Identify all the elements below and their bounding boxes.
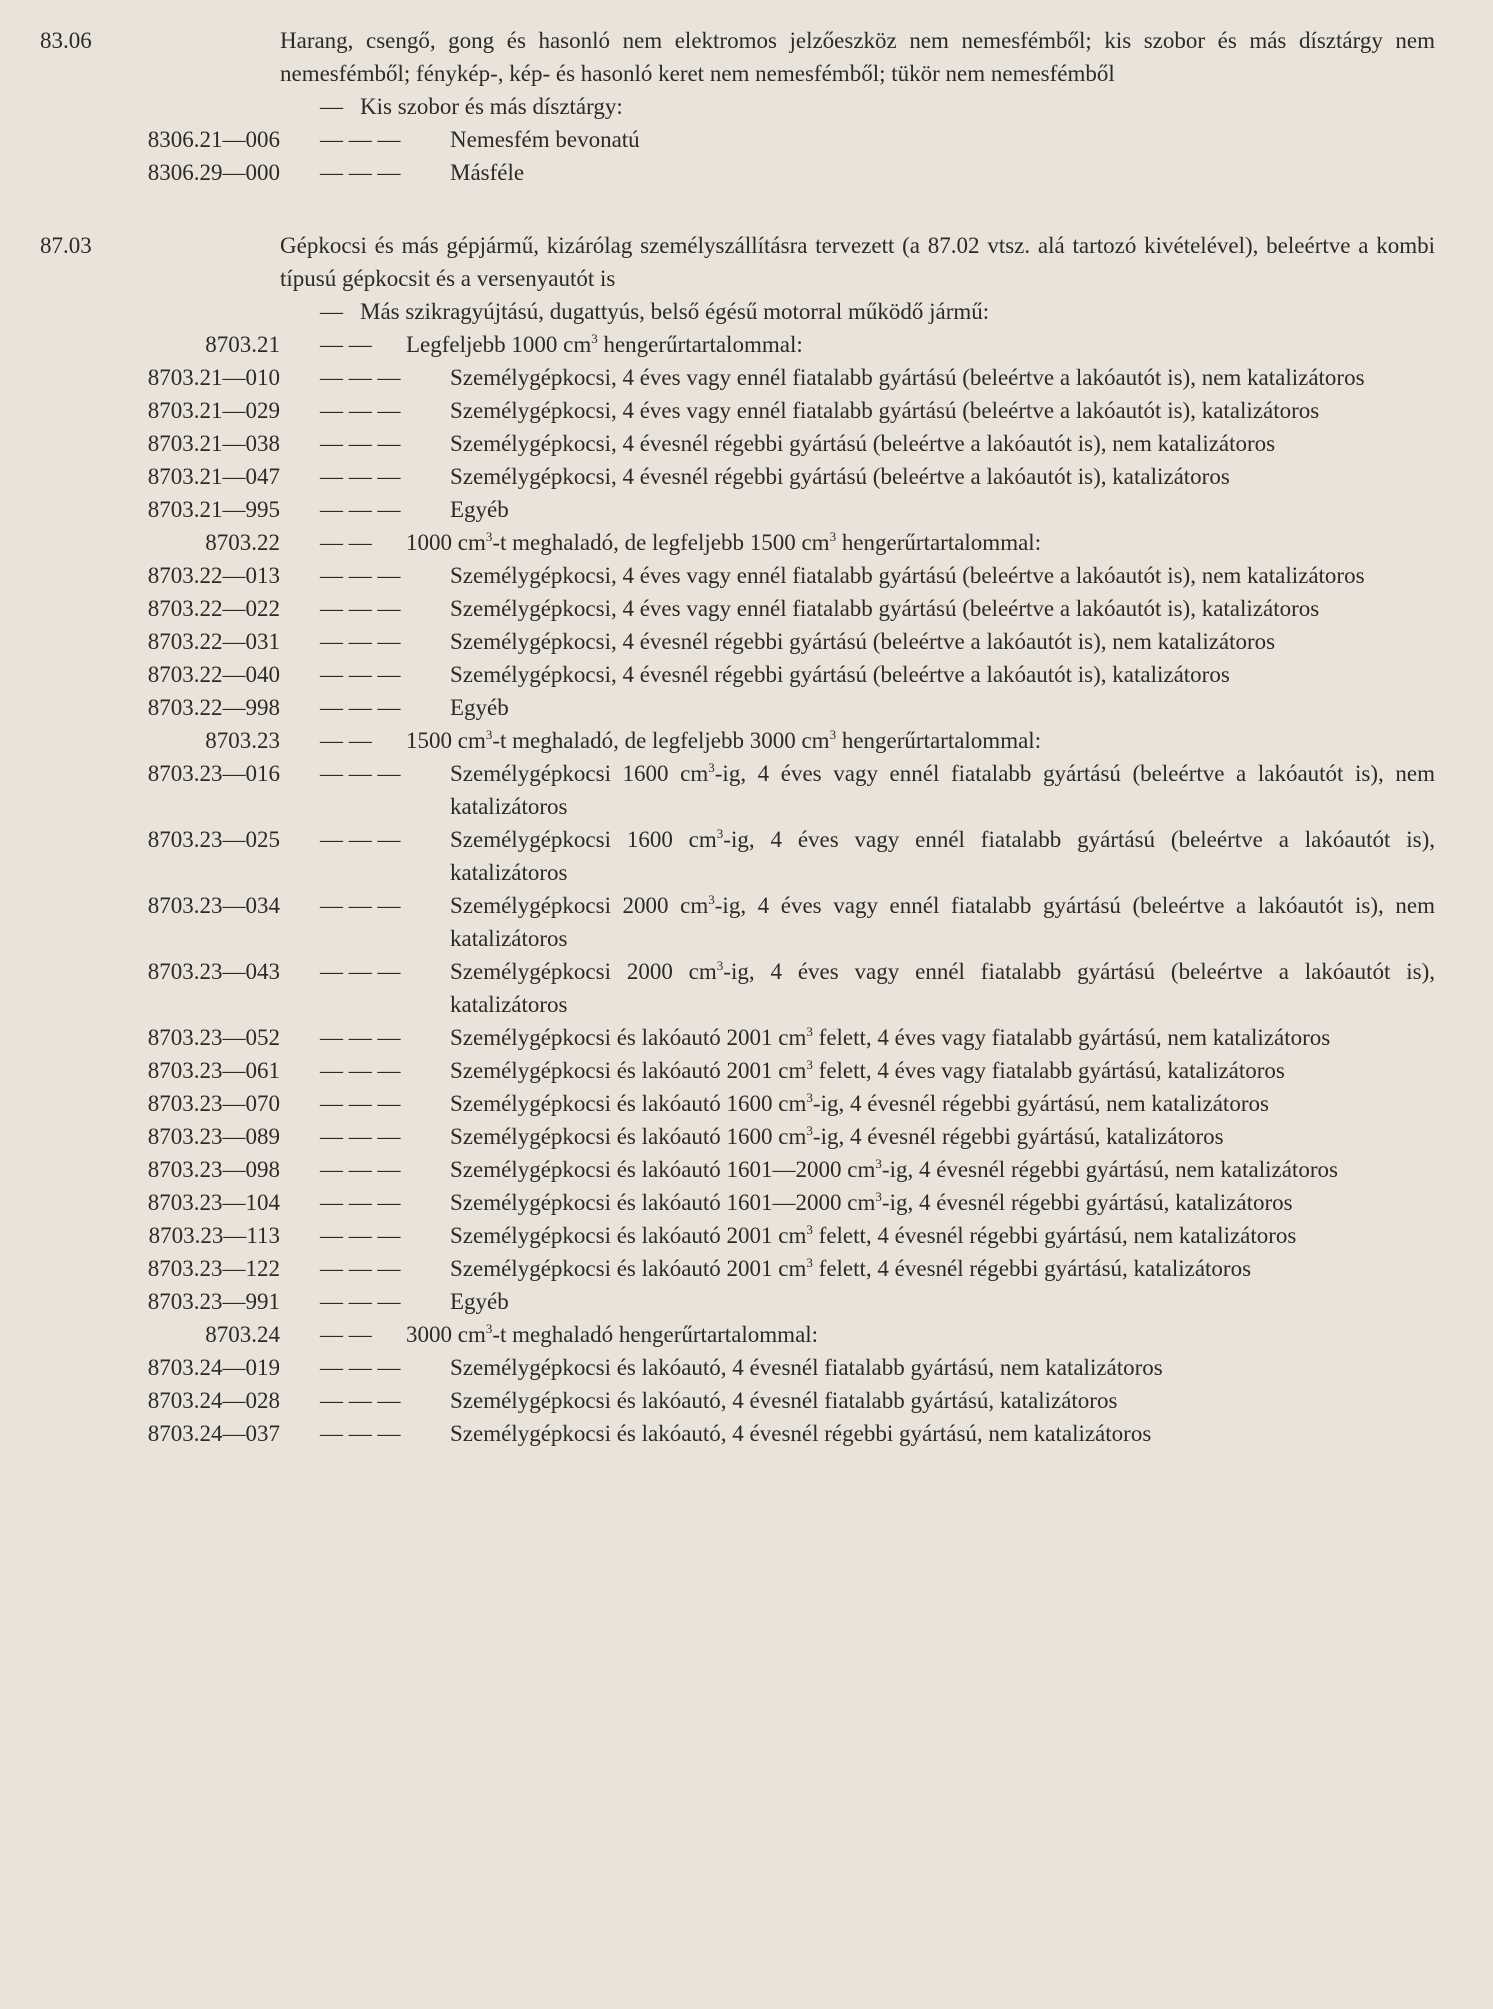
description-text: Személygépkocsi és lakóautó 2001 $cm^3$ felett, 4 éves vagy fiatalabb gyártású, katalizátoros bbox=[450, 1057, 1285, 1083]
tariff-code: 8703.23—025 bbox=[147, 827, 280, 852]
description-text: Személygépkocsi, 4 éves vagy ennél fiatalabb gyártású (beleértve a lakóautót is), katalizátoros bbox=[450, 398, 1320, 423]
tariff-row bbox=[0, 394, 1493, 427]
description-text: Személygépkocsi és lakóautó 2001 $cm^3$ felett, 4 évesnél régebbi gyártású, katalizátoros bbox=[450, 1255, 1252, 1281]
tariff-code: 8703.23—070 bbox=[147, 1091, 280, 1116]
tariff-row bbox=[0, 1219, 1493, 1252]
tariff-code: 8703.23—122 bbox=[147, 1256, 280, 1281]
description-text: 1500 $cm^3-t$ meghaladó, de legfeljebb 3000 $cm^3$ hengerűrtartalommal: bbox=[406, 727, 1042, 753]
description-text: Kis szobor és más dísztárgy: bbox=[360, 94, 623, 119]
section-gap bbox=[0, 189, 1493, 229]
description-text: Személygépkocsi, 4 évesnél régebbi gyártású (beleértve a lakóautót is), katalizátoros bbox=[450, 464, 1230, 489]
tariff-code: 8703.23—991 bbox=[147, 1289, 280, 1314]
indent-dash: — — — bbox=[320, 629, 401, 654]
tariff-row bbox=[0, 1417, 1493, 1450]
description-text: 1000 $cm^3-t$ meghaladó, de legfeljebb 1500 $cm^3$ hengerűrtartalommal: bbox=[406, 529, 1042, 555]
tariff-description bbox=[280, 823, 1493, 889]
tariff-list bbox=[0, 24, 1493, 1450]
tariff-row bbox=[0, 123, 1493, 156]
tariff-description bbox=[280, 1120, 1493, 1153]
tariff-code: 8703.23 bbox=[205, 728, 280, 753]
tariff-code: 8703.21—010 bbox=[147, 365, 280, 390]
description-text: Egyéb bbox=[450, 1289, 509, 1314]
tariff-row bbox=[0, 1384, 1493, 1417]
tariff-description bbox=[280, 1384, 1493, 1417]
indent-dash: — — — bbox=[320, 431, 401, 456]
tariff-code: 8306.29—000 bbox=[147, 160, 280, 185]
tariff-description bbox=[280, 427, 1493, 460]
tariff-row bbox=[0, 592, 1493, 625]
description-text: Legfeljebb 1000 $cm^3$ hengerűrtartalommal: bbox=[406, 331, 803, 357]
tariff-description bbox=[280, 955, 1493, 1021]
tariff-description bbox=[280, 295, 1493, 328]
indent-dash: — — — bbox=[320, 464, 401, 489]
tariff-description bbox=[280, 460, 1493, 493]
description-text: Személygépkocsi és lakóautó 2001 $cm^3$ felett, 4 évesnél régebbi gyártású, nem katalizátoros bbox=[450, 1222, 1297, 1248]
indent-dash: — — — bbox=[320, 1058, 401, 1083]
tariff-row bbox=[0, 295, 1493, 328]
indent-dash: — — — bbox=[320, 1124, 401, 1149]
description-text: Személygépkocsi 2000 $cm^3-ig$, 4 éves vagy ennél fiatalabb gyártású (beleértve a lakóautót is), nem katalizátoros bbox=[450, 892, 1435, 951]
tariff-code: 8703.23—098 bbox=[147, 1157, 280, 1182]
tariff-description bbox=[280, 757, 1493, 823]
description-text: Személygépkocsi és lakóautó 1601—2000 $cm^3-ig$, 4 évesnél régebbi gyártású, katalizátoros bbox=[450, 1189, 1293, 1215]
tariff-description bbox=[280, 361, 1493, 394]
tariff-description bbox=[280, 90, 1493, 123]
indent-dash: — — — bbox=[320, 1190, 401, 1215]
tariff-description bbox=[280, 394, 1493, 427]
tariff-code: 8703.21—038 bbox=[147, 431, 280, 456]
description-text: Személygépkocsi, 4 évesnél régebbi gyártású (beleértve a lakóautót is), nem katalizátoros bbox=[450, 629, 1276, 654]
tariff-row bbox=[0, 724, 1493, 757]
tariff-description bbox=[280, 1252, 1493, 1285]
description-text: Nemesfém bevonatú bbox=[450, 127, 640, 152]
indent-dash: — — — bbox=[320, 497, 401, 522]
heading-row bbox=[0, 24, 1493, 90]
indent-dash: — — bbox=[320, 1322, 372, 1347]
tariff-row bbox=[0, 625, 1493, 658]
tariff-description bbox=[280, 156, 1493, 189]
tariff-row bbox=[0, 1318, 1493, 1351]
indent-dash: — — — bbox=[320, 1157, 401, 1182]
tariff-code: 8703.23—089 bbox=[147, 1124, 280, 1149]
description-text: Személygépkocsi 1600 $cm^3-ig$, 4 éves vagy ennél fiatalabb gyártású (beleértve a lakóautót is), katalizátoros bbox=[450, 826, 1435, 885]
indent-dash: — bbox=[320, 94, 343, 119]
tariff-row bbox=[0, 1186, 1493, 1219]
tariff-description bbox=[280, 1186, 1493, 1219]
tariff-code: 8703.24 bbox=[205, 1322, 280, 1347]
tariff-code: 8703.21—047 bbox=[147, 464, 280, 489]
description-text: Személygépkocsi és lakóautó 1600 $cm^3-ig$, 4 évesnél régebbi gyártású, katalizátoros bbox=[450, 1123, 1224, 1149]
tariff-description bbox=[280, 1054, 1493, 1087]
indent-dash: — bbox=[320, 299, 343, 324]
tariff-code: 8703.22—031 bbox=[147, 629, 280, 654]
heading-code: 87.03 bbox=[40, 233, 92, 258]
description-text: Személygépkocsi 1600 $cm^3-ig$, 4 éves vagy ennél fiatalabb gyártású (beleértve a lakóautót is), nem katalizátoros bbox=[450, 760, 1435, 819]
indent-dash: — — — bbox=[320, 761, 401, 786]
tariff-row bbox=[0, 691, 1493, 724]
tariff-code: 8703.21—995 bbox=[147, 497, 280, 522]
indent-dash: — — — bbox=[320, 127, 401, 152]
tariff-description bbox=[280, 625, 1493, 658]
tariff-code: 8703.23—052 bbox=[147, 1025, 280, 1050]
description-text: Egyéb bbox=[450, 695, 509, 720]
tariff-description bbox=[280, 1417, 1493, 1450]
tariff-row bbox=[0, 1285, 1493, 1318]
description-text: Más szikragyújtású, dugattyús, belső égésű motorral működő jármű: bbox=[360, 299, 990, 324]
tariff-description bbox=[280, 328, 1493, 361]
tariff-description bbox=[280, 1318, 1493, 1351]
tariff-description bbox=[280, 559, 1493, 592]
indent-dash: — — — bbox=[320, 959, 401, 984]
tariff-row bbox=[0, 328, 1493, 361]
tariff-code: 8703.23—034 bbox=[147, 893, 280, 918]
tariff-row bbox=[0, 526, 1493, 559]
tariff-row bbox=[0, 1021, 1493, 1054]
indent-dash: — — — bbox=[320, 365, 401, 390]
tariff-description bbox=[280, 1021, 1493, 1054]
tariff-row bbox=[0, 361, 1493, 394]
indent-dash: — — bbox=[320, 728, 372, 753]
tariff-code: 8703.22—013 bbox=[147, 563, 280, 588]
tariff-code: 8703.23—043 bbox=[147, 959, 280, 984]
tariff-row bbox=[0, 757, 1493, 823]
tariff-row bbox=[0, 427, 1493, 460]
indent-dash: — — — bbox=[320, 398, 401, 423]
description-text: Személygépkocsi és lakóautó, 4 évesnél régebbi gyártású, nem katalizátoros bbox=[450, 1421, 1152, 1446]
tariff-row bbox=[0, 156, 1493, 189]
tariff-description bbox=[280, 691, 1493, 724]
tariff-description bbox=[280, 526, 1493, 559]
indent-dash: — — — bbox=[320, 1355, 401, 1380]
tariff-row bbox=[0, 90, 1493, 123]
description-text: Egyéb bbox=[450, 497, 509, 522]
description-text: Személygépkocsi és lakóautó 2001 $cm^3$ felett, 4 éves vagy fiatalabb gyártású, nem katalizátoros bbox=[450, 1024, 1331, 1050]
description-text: Személygépkocsi, 4 évesnél régebbi gyártású (beleértve a lakóautót is), nem katalizátoros bbox=[450, 431, 1276, 456]
indent-dash: — — bbox=[320, 332, 372, 357]
tariff-row bbox=[0, 1120, 1493, 1153]
tariff-description bbox=[280, 123, 1493, 156]
tariff-code: 8703.24—028 bbox=[147, 1388, 280, 1413]
tariff-row bbox=[0, 493, 1493, 526]
description-text: Másféle bbox=[450, 160, 525, 185]
indent-dash: — — — bbox=[320, 1421, 401, 1446]
tariff-row bbox=[0, 823, 1493, 889]
indent-dash: — — — bbox=[320, 827, 401, 852]
description-text: Személygépkocsi, 4 évesnél régebbi gyártású (beleértve a lakóautót is), katalizátoros bbox=[450, 662, 1230, 687]
heading-text: Gépkocsi és más gépjármű, kizárólag személyszállításra tervezett (a 87.02 vtsz. alá tartozó kivételével), beleértve a kombi típusú gépkocsit és a versenyautót is bbox=[280, 233, 1435, 291]
heading-text: Harang, csengő, gong és hasonló nem elektromos jelzőeszköz nem nemesfémből; kis szobor és más dísztárgy nem nemesfémből; fénykép-, kép- és hasonló keret nem nemesfémből; tükör nem nemesfémből bbox=[280, 28, 1435, 86]
tariff-description bbox=[280, 1219, 1493, 1252]
tariff-code: 8703.24—019 bbox=[147, 1355, 280, 1380]
indent-dash: — — — bbox=[320, 1388, 401, 1413]
tariff-code: 8703.21—029 bbox=[147, 398, 280, 423]
description-text: Személygépkocsi és lakóautó, 4 évesnél fiatalabb gyártású, katalizátoros bbox=[450, 1388, 1118, 1413]
tariff-code: 8703.23—061 bbox=[147, 1058, 280, 1083]
tariff-row bbox=[0, 889, 1493, 955]
tariff-code: 8703.22—040 bbox=[147, 662, 280, 687]
description-text: Személygépkocsi, 4 éves vagy ennél fiatalabb gyártású (beleértve a lakóautót is), nem katalizátoros bbox=[450, 365, 1365, 390]
indent-dash: — — — bbox=[320, 596, 401, 621]
indent-dash: — — — bbox=[320, 563, 401, 588]
tariff-code: 8703.23—104 bbox=[147, 1190, 280, 1215]
tariff-description bbox=[280, 658, 1493, 691]
tariff-row bbox=[0, 955, 1493, 1021]
tariff-description bbox=[280, 592, 1493, 625]
tariff-description bbox=[280, 724, 1493, 757]
tariff-code: 8703.22—998 bbox=[147, 695, 280, 720]
indent-dash: — — — bbox=[320, 1091, 401, 1116]
tariff-code: 8703.23—016 bbox=[147, 761, 280, 786]
description-text: 3000 $cm^3-t$ meghaladó hengerűrtartalommal: bbox=[406, 1321, 819, 1347]
tariff-description bbox=[280, 889, 1493, 955]
description-text: Személygépkocsi és lakóautó 1601—2000 $cm^3-ig$, 4 évesnél régebbi gyártású, nem katalizátoros bbox=[450, 1156, 1338, 1182]
indent-dash: — — — bbox=[320, 695, 401, 720]
description-text: Személygépkocsi, 4 éves vagy ennél fiatalabb gyártású (beleértve a lakóautót is), nem katalizátoros bbox=[450, 563, 1365, 588]
description-text: Személygépkocsi és lakóautó, 4 évesnél fiatalabb gyártású, nem katalizátoros bbox=[450, 1355, 1163, 1380]
tariff-description bbox=[280, 1285, 1493, 1318]
tariff-description bbox=[280, 1351, 1493, 1384]
tariff-code: 8703.23—113 bbox=[148, 1223, 280, 1248]
tariff-code: 8703.24—037 bbox=[147, 1421, 280, 1446]
tariff-row bbox=[0, 658, 1493, 691]
tariff-row bbox=[0, 1351, 1493, 1384]
tariff-code: 8703.22—022 bbox=[147, 596, 280, 621]
tariff-code: 8306.21—006 bbox=[147, 127, 280, 152]
tariff-row bbox=[0, 1087, 1493, 1120]
description-text: Személygépkocsi, 4 éves vagy ennél fiatalabb gyártású (beleértve a lakóautót is), katalizátoros bbox=[450, 596, 1320, 621]
tariff-description bbox=[280, 1087, 1493, 1120]
tariff-code: 8703.21 bbox=[205, 332, 280, 357]
indent-dash: — — — bbox=[320, 662, 401, 687]
description-text: Személygépkocsi 2000 $cm^3-ig$, 4 éves vagy ennél fiatalabb gyártású (beleértve a lakóautót is), katalizátoros bbox=[450, 958, 1435, 1017]
indent-dash: — — — bbox=[320, 893, 401, 918]
tariff-code: 8703.22 bbox=[205, 530, 280, 555]
tariff-description bbox=[280, 493, 1493, 526]
tariff-row bbox=[0, 559, 1493, 592]
tariff-row bbox=[0, 1153, 1493, 1186]
tariff-row bbox=[0, 1252, 1493, 1285]
indent-dash: — — — bbox=[320, 1256, 401, 1281]
heading-code: 83.06 bbox=[40, 28, 92, 53]
indent-dash: — — bbox=[320, 530, 372, 555]
heading-row bbox=[0, 229, 1493, 295]
tariff-row bbox=[0, 460, 1493, 493]
indent-dash: — — — bbox=[320, 1289, 401, 1314]
indent-dash: — — — bbox=[320, 160, 401, 185]
indent-dash: — — — bbox=[320, 1223, 401, 1248]
tariff-description bbox=[280, 1153, 1493, 1186]
description-text: Személygépkocsi és lakóautó 1600 $cm^3-ig$, 4 évesnél régebbi gyártású, nem katalizátoros bbox=[450, 1090, 1269, 1116]
indent-dash: — — — bbox=[320, 1025, 401, 1050]
tariff-row bbox=[0, 1054, 1493, 1087]
